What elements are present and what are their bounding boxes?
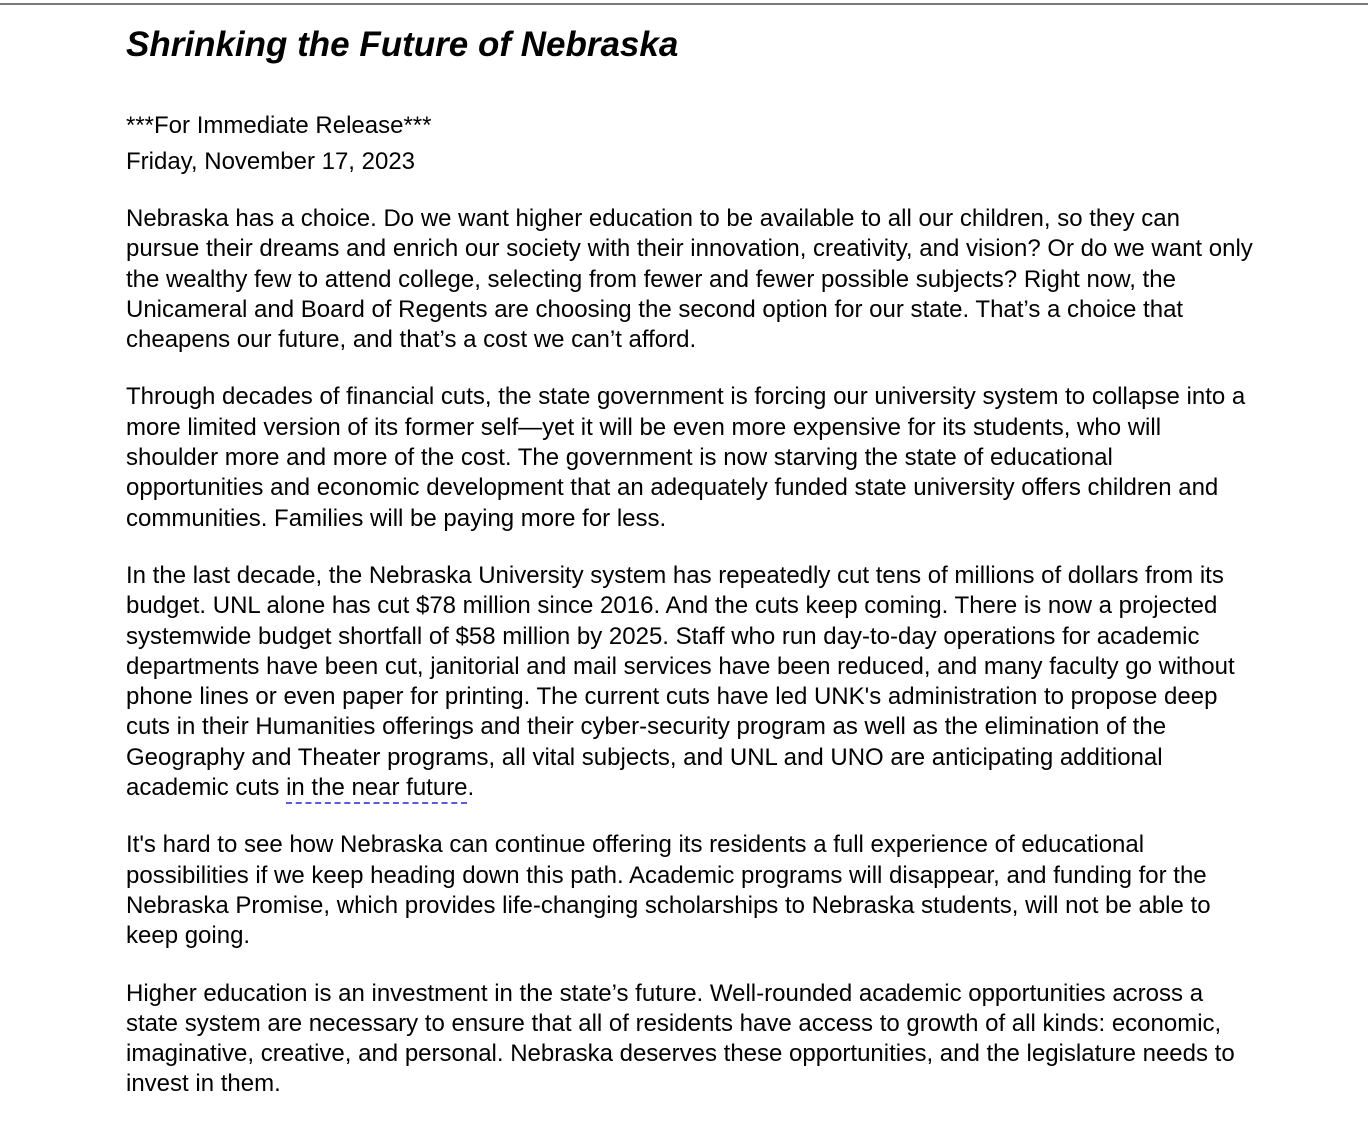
release-header <box>126 108 1256 180</box>
paragraph-3-text: In the last decade, the Nebraska University system has repeatedly cut tens of millions of dollars from its budget. UNL alone has cut $78 million since 2016. And the cuts keep coming. There is now a projected systemwide budget shortfall of $58 million by 2025. Staff who run day-to-day operations for academic departments have been cut, janitorial and mail services have been reduced, and many faculty go without phone lines or even paper for printing. The current cuts have led UNK's administration to propose deep cuts in their Humanities offerings and their cyber-security program as well as the elimination of the Geography and Theater programs, all vital subjects, and UNL and UNO are anticipating additional academic cuts <box>126 561 1235 802</box>
paragraph-2: Through decades of financial cuts, the state government is forcing our university system to collapse into a more limited version of its former self—yet it will be even more expensive for its students, who will shoulder more and more of the cost. The government is now starving the state of educational opportunities and economic development that an adequately funded state university offers children and communities. Families will be paying more for less. <box>126 383 1246 532</box>
paragraph-3-end: . <box>467 774 475 802</box>
paragraph-4: It's hard to see how Nebraska can continue offering its residents a full experience of educational possibilities if we keep heading down this path. Academic programs will disappear, and funding for the Nebraska Promise, which provides life-changing scholarships to Nebraska students, will not be able to keep going. <box>126 831 1211 950</box>
paragraph-5: Higher education is an investment in the state’s future. Well-rounded academic opportunities across a state system are necessary to ensure that all of residents have access to growth of all kinds: economic, imaginative, creative, and personal. Nebraska deserves these opportunities, and the legislature needs to invest in them. <box>126 979 1235 1098</box>
paragraph-3 <box>126 561 1256 803</box>
top-border-rule <box>0 3 1368 5</box>
grammar-suggestion-underline[interactable]: in the near future <box>286 774 468 802</box>
document-body <box>126 204 1256 1100</box>
release-label: ***For Immediate Release*** <box>126 112 432 139</box>
release-date: Friday, November 17, 2023 <box>126 148 416 175</box>
document-title: Shrinking the Future of Nebraska <box>126 25 679 64</box>
document-page <box>126 24 1256 1100</box>
paragraph-1: Nebraska has a choice. Do we want higher education to be available to all our children, so they can pursue their dreams and enrich our society with their innovation, creativity, and vision? Or do we want only the wealthy few to attend college, selecting from fewer and fewer possible subjects? Right now, the Unicameral and Board of Regents are choosing the second option for our state. That’s a choice that cheapens our future, and that’s a cost we can’t afford. <box>126 205 1253 354</box>
